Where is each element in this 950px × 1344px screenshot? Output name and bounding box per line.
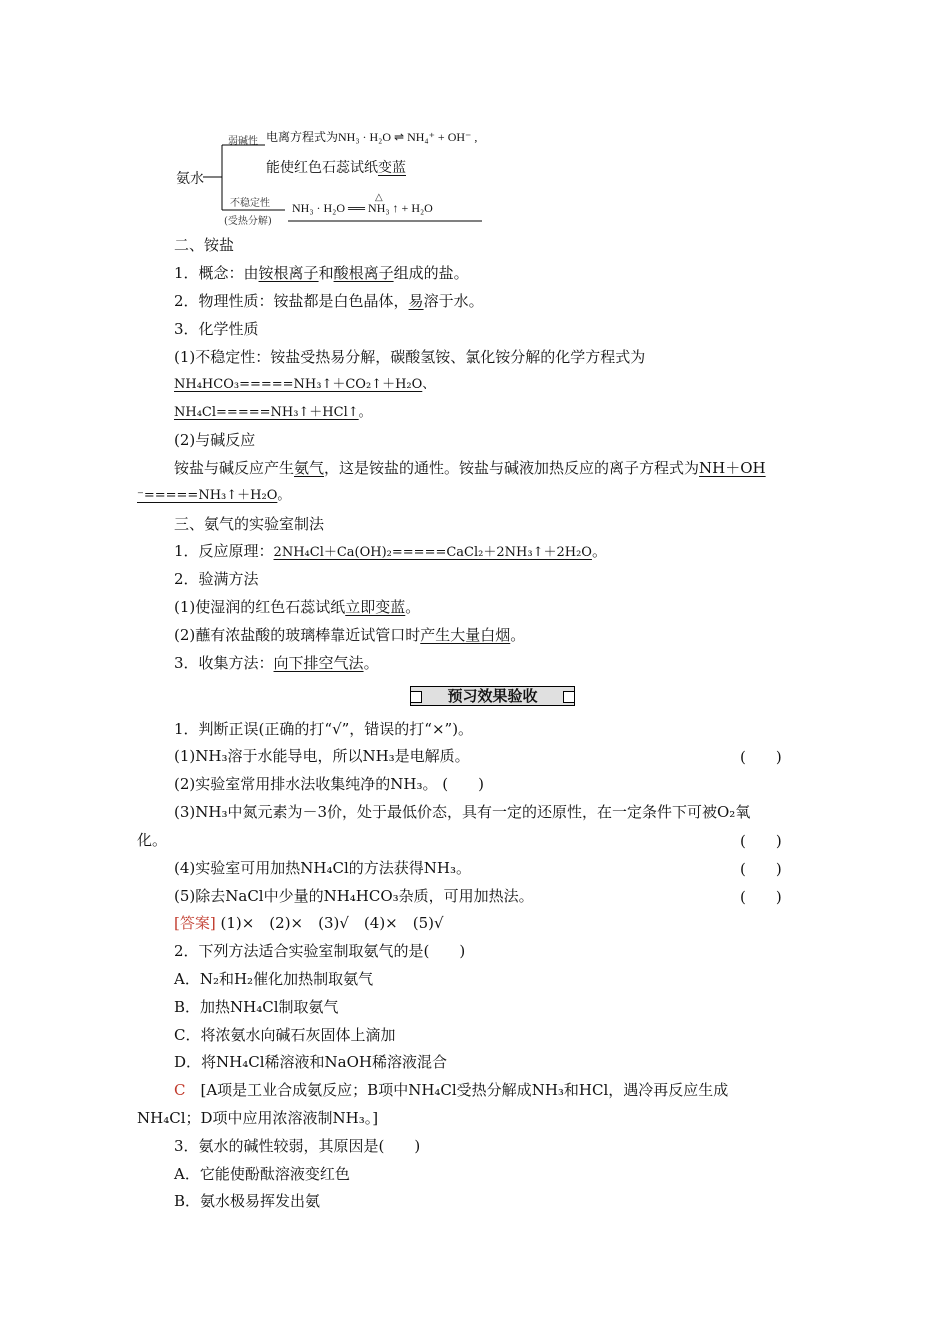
concept-line: 1．概念：由铵根离子和酸根离子组成的盐。 xyxy=(174,264,469,282)
full-check-heading: 2．验满方法 xyxy=(174,570,259,588)
q2-option-c: C．将浓氨水向碱石灰固体上滴加 xyxy=(174,1026,396,1044)
answer-tag: [答案] xyxy=(174,914,216,932)
hcl-check-line: (2)蘸有浓盐酸的玻璃棒靠近试管口时产生大量白烟。 xyxy=(174,626,526,644)
reaction-with-base-heading: (2)与碱反应 xyxy=(174,431,256,449)
q2-option-b: B．加热NH₄Cl制取氨气 xyxy=(174,998,339,1016)
branch-decomposition-label: (受热分解) xyxy=(224,216,272,227)
branch-weak-base-label: 弱碱性 xyxy=(228,136,258,147)
q3-option-a: A．它能使酚酞溶液变红色 xyxy=(174,1165,350,1183)
q1-stem: 1．判断正误(正确的打“√”，错误的打“×”)。 xyxy=(174,720,474,738)
q3-option-b: B．氨水极易挥发出氨 xyxy=(174,1192,321,1210)
q1-item-4: (4)实验室可用加热NH₄Cl的方法获得NH₃。 xyxy=(174,859,471,877)
q2-explanation-cont: NH₄Cl；D项中应用浓溶液制NH₃。] xyxy=(137,1109,379,1127)
heat-symbol: △ xyxy=(375,192,383,203)
q1-answer-blank-1: ( ) xyxy=(740,748,782,766)
physical-properties-line: 2．物理性质：铵盐都是白色晶体，易溶于水。 xyxy=(174,292,484,310)
ammonium-chloride-equation: NH₄Cl=====NH₃↑＋HCl↑。 xyxy=(174,405,372,420)
q1-item-2: (2)实验室常用排水法收集纯净的NH₃。 ( ) xyxy=(174,775,484,793)
q1-item-3-cont: 化。 xyxy=(137,831,168,849)
q1-item-3: (3)NH₃中氮元素为－3价，处于最低价态，具有一定的还原性，在一定条件下可被O₂氧 xyxy=(174,803,751,821)
chemical-properties-heading: 3．化学性质 xyxy=(174,320,259,338)
decomposition-equation: NH₃ · H₂O ══ NH₃ ↑ + H₂O xyxy=(292,201,433,215)
q1-answer-blank-4: ( ) xyxy=(740,860,782,878)
collection-method-line: 3．收集方法：向下排空气法。 xyxy=(174,654,379,672)
section-heading-lab-prep: 三、氨气的实验室制法 xyxy=(174,515,325,533)
branch-instability-label: 不稳定性 xyxy=(230,198,270,209)
diagram-root: 氨水 xyxy=(176,171,204,187)
q1-answer-blank-5: ( ) xyxy=(740,888,782,906)
litmus-line: 能使红色石蕊试纸变蓝 xyxy=(266,160,406,176)
preview-check-banner: 预习效果验收 xyxy=(410,686,575,706)
section-heading-ammonium-salts: 二、铵盐 xyxy=(174,236,235,254)
ionization-equation: 电离方程式为NH₃ · H₂O ⇌ NH₄⁺ + OH⁻ , xyxy=(266,130,478,144)
litmus-check-line: (1)使湿润的红色石蕊试纸立即变蓝。 xyxy=(174,598,421,616)
q1-item-5: (5)除去NaCl中少量的NH₄HCO₃杂质，可用加热法。 xyxy=(174,887,534,905)
q3-stem: 3．氨水的碱性较弱，其原因是( ) xyxy=(174,1137,421,1155)
q2-explanation: C [A项是工业合成氨反应；B项中NH₄Cl受热分解成NH₃和HCl，遇冷再反应生成 xyxy=(174,1081,729,1099)
q1-answer-blank-3: ( ) xyxy=(740,832,782,850)
reaction-principle-line: 1．反应原理：2NH₄Cl＋Ca(OH)₂=====CaCl₂＋2NH₃↑＋2H₂O。 xyxy=(174,542,607,560)
q2-stem: 2．下列方法适合实验室制取氨气的是( ) xyxy=(174,942,466,960)
q1-answer-line: [答案] (1)× (2)× (3)√ (4)× (5)√ xyxy=(174,914,444,932)
ammonium-bicarbonate-equation: NH₄HCO₃=====NH₃↑＋CO₂↑＋H₂O、 xyxy=(174,377,436,392)
q2-key: C xyxy=(174,1081,186,1099)
q2-option-a: A．N₂和H₂催化加热制取氨气 xyxy=(174,970,374,988)
ionic-equation-line: ⁻=====NH₃↑＋H₂O。 xyxy=(137,488,291,503)
instability-line: (1)不稳定性：铵盐受热易分解，碳酸氢铵、氯化铵分解的化学方程式为 xyxy=(174,348,646,366)
reaction-with-base-line: 铵盐与碱反应产生氨气，这是铵盐的通性。铵盐与碱液加热反应的离子方程式为NH＋OH xyxy=(174,459,766,477)
q1-item-1: (1)NH₃溶于水能导电，所以NH₃是电解质。 xyxy=(174,747,470,765)
ammonia-water-diagram xyxy=(170,120,550,232)
q2-option-d: D．将NH₄Cl稀溶液和NaOH稀溶液混合 xyxy=(174,1053,447,1071)
